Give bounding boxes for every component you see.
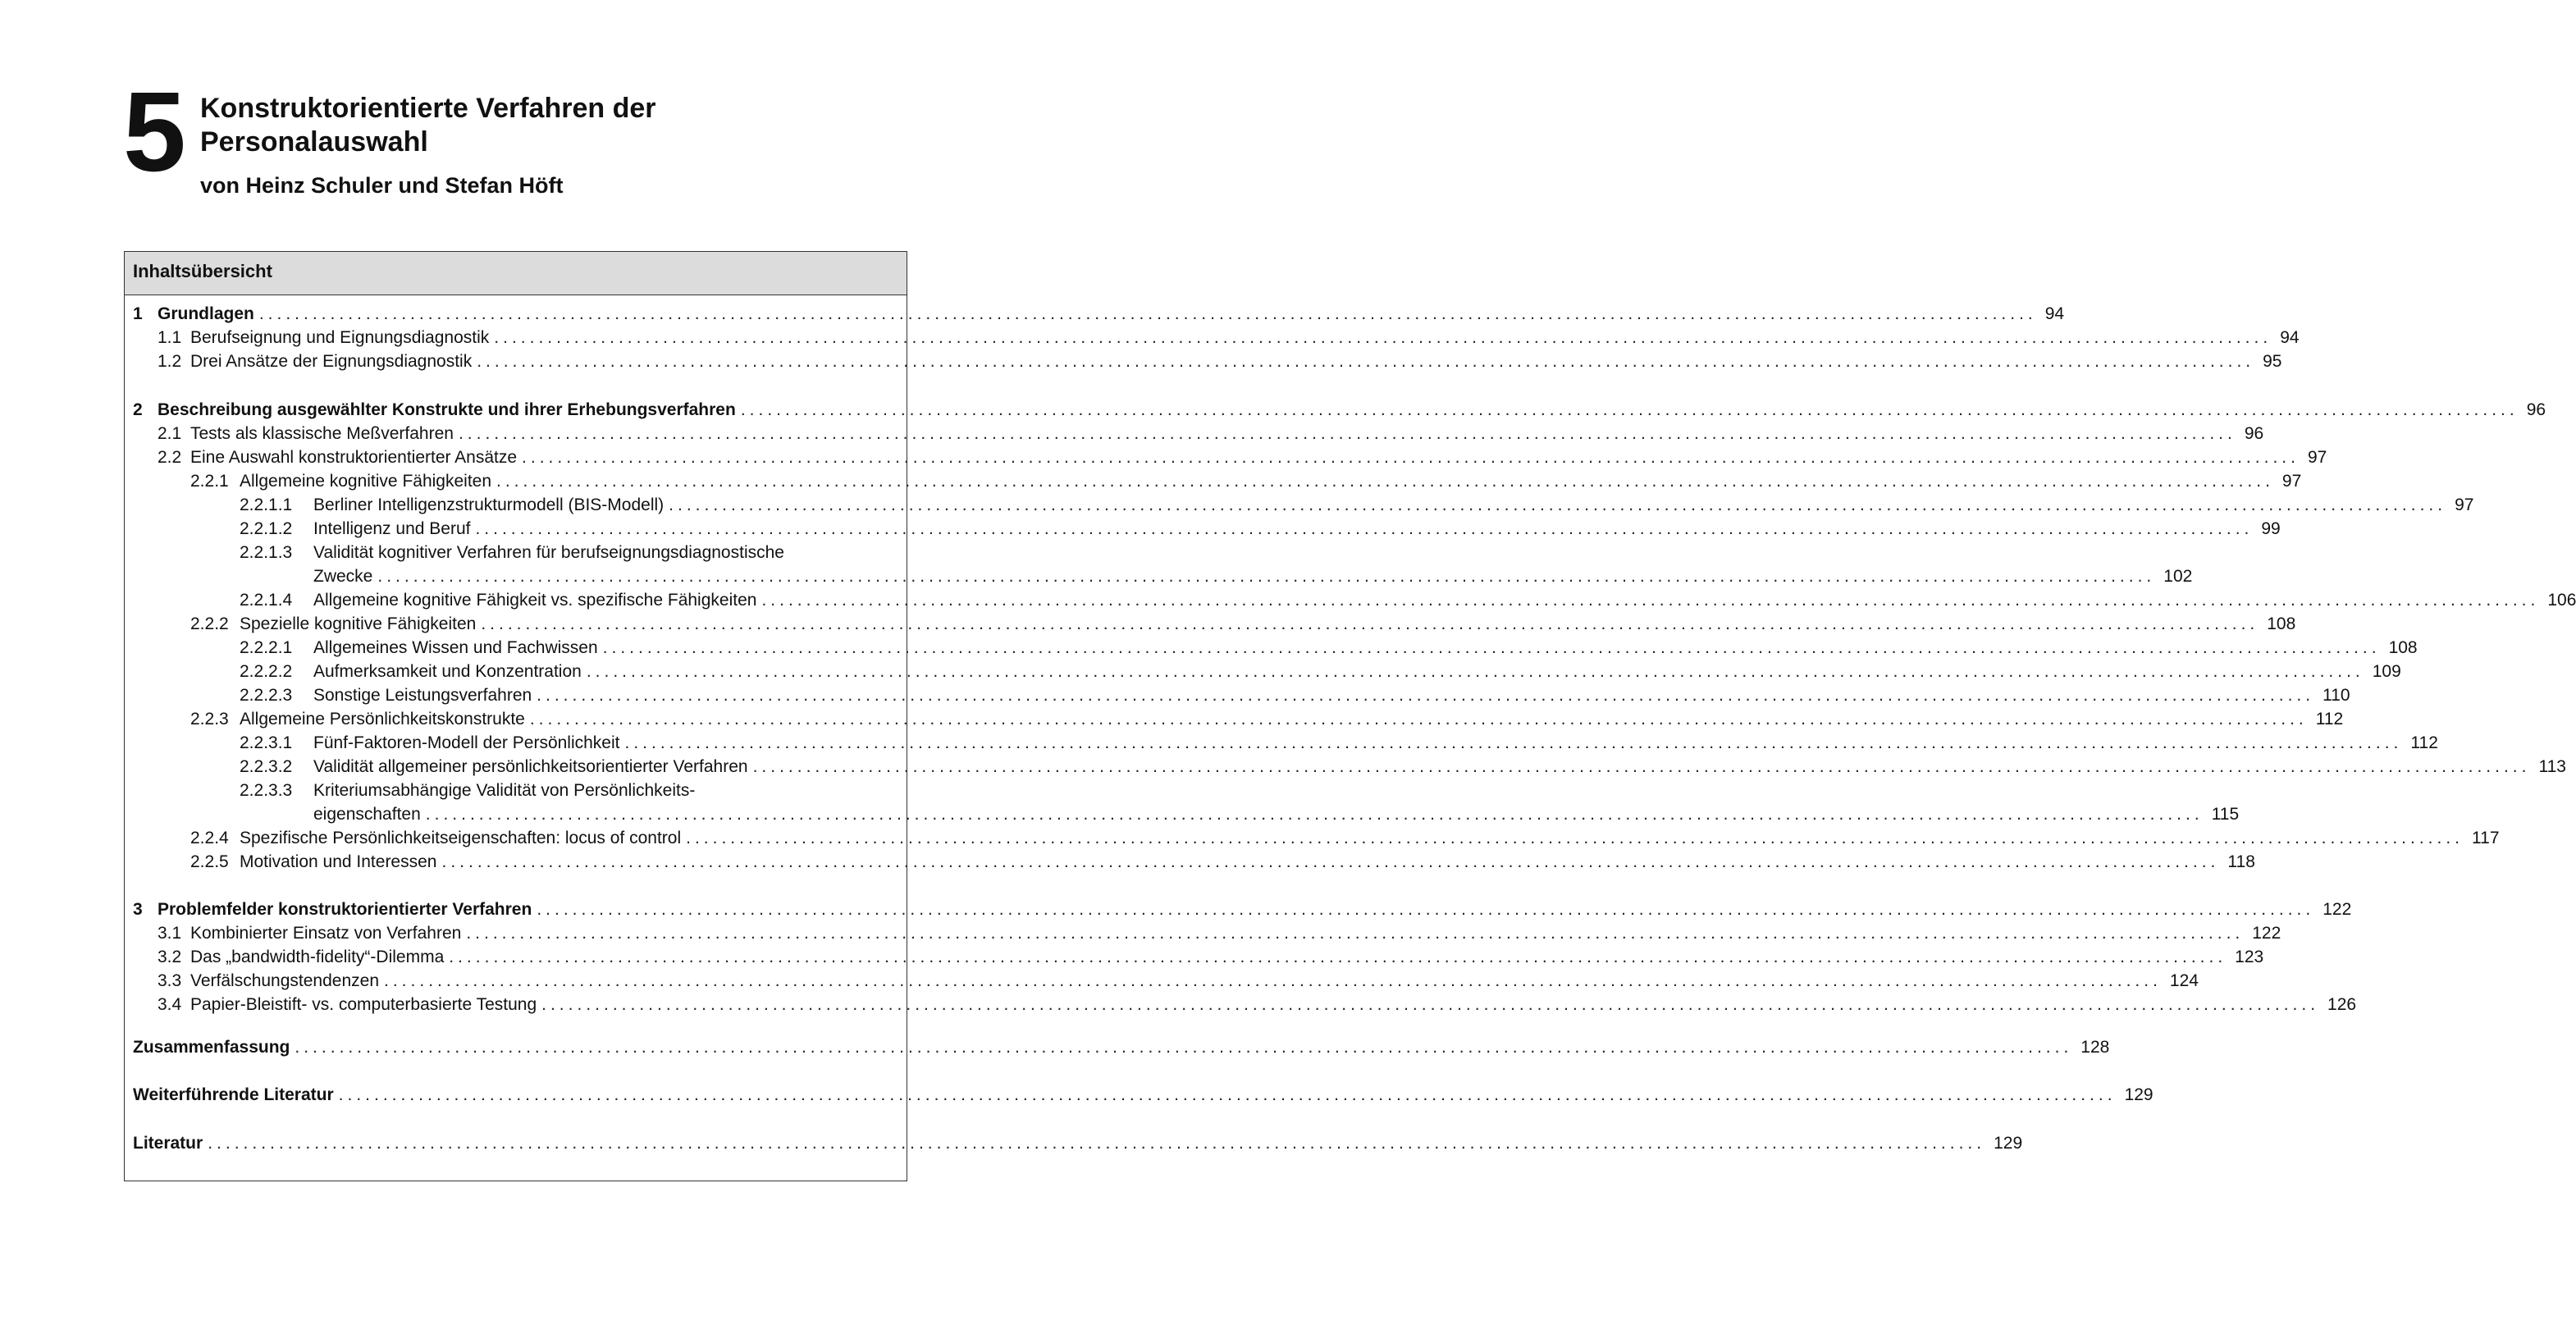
toc-entry-title: Aufmerksamkeit und Konzentration bbox=[313, 662, 582, 681]
toc-entry-title: Tests als klassische Meßverfahren bbox=[190, 424, 454, 443]
toc-entry-number: 2.2.3.1 bbox=[240, 733, 293, 752]
toc-entry-title: Validität allgemeiner persönlichkeitsorientierter Verfahren bbox=[313, 757, 748, 776]
toc-leader-dots: ........................................................................................................................................................................................................ bbox=[496, 472, 2274, 491]
toc-entry bbox=[190, 612, 2296, 636]
toc-leader-dots: ........................................................................................................................................................................................................ bbox=[425, 805, 2204, 824]
toc-entry-number: 2.2.2.1 bbox=[240, 638, 293, 657]
toc-entry-page: 113 bbox=[2538, 757, 2566, 776]
toc-leader-dots: ........................................................................................................................................................................................................ bbox=[377, 567, 2156, 586]
toc-entry-page: 106 bbox=[2547, 591, 2576, 610]
toc-leader-dots: ........................................................................................................................................................................................................ bbox=[441, 852, 2220, 871]
toc-leader-dots: ........................................................................................................................................................................................................ bbox=[494, 328, 2272, 347]
toc-leader-dots: ........................................................................................................................................................................................................ bbox=[481, 614, 2259, 633]
toc-entry-title: Berufseignung und Eignungsdiagnostik bbox=[190, 328, 490, 347]
toc-entry-number: 2.2.4 bbox=[190, 829, 229, 847]
toc-entry-page: 94 bbox=[2280, 328, 2300, 347]
toc-entry bbox=[240, 660, 2401, 683]
toc-entry bbox=[158, 326, 2300, 349]
toc-entry-title: Motivation und Interessen bbox=[240, 852, 437, 871]
toc-entry-title: Literatur bbox=[133, 1134, 203, 1153]
toc-entry-number: 2.2 bbox=[158, 448, 182, 467]
chapter-title-line-2: Personalauswahl bbox=[200, 126, 428, 158]
toc-entry bbox=[240, 779, 898, 802]
toc-entry-title: Kriteriumsabhängige Validität von Persönlichkeits- bbox=[313, 781, 696, 800]
toc-entry bbox=[190, 826, 2500, 850]
toc-entry-title: Sonstige Leistungsverfahren bbox=[313, 686, 532, 705]
toc-entry-page: 122 bbox=[2252, 924, 2281, 943]
toc-entry-number: 1.1 bbox=[158, 328, 182, 347]
toc-entry-title: Allgemeine kognitive Fähigkeit vs. spezifische Fähigkeiten bbox=[313, 591, 757, 610]
toc-entry-number: 3.1 bbox=[158, 924, 182, 943]
toc-entry-title: Kombinierter Einsatz von Verfahren bbox=[190, 924, 462, 943]
toc-entry-title: Grundlagen bbox=[158, 304, 254, 323]
toc-leader-dots: ........................................................................................................................................................................................................ bbox=[586, 662, 2364, 681]
toc-entry-title: Papier-Bleistift- vs. computerbasierte Testung bbox=[190, 995, 537, 1014]
toc-entry bbox=[240, 541, 898, 564]
toc-entry-number: 2.2.1.4 bbox=[240, 591, 293, 610]
toc-leader-dots: ........................................................................................................................................................................................................ bbox=[761, 591, 2540, 610]
toc-entry-number: 2.2.1 bbox=[190, 472, 229, 491]
toc-entry-page: 95 bbox=[2263, 352, 2282, 371]
toc-entry-continuation bbox=[313, 802, 2240, 826]
toc-entry-page: 94 bbox=[2044, 304, 2065, 323]
toc-entry-number: 1.2 bbox=[158, 352, 182, 371]
toc-entry-title: Allgemeine Persönlichkeitskonstrukte bbox=[240, 710, 525, 729]
table-of-contents bbox=[124, 251, 2576, 1181]
toc-leader-dots: ........................................................................................................................................................................................................ bbox=[475, 519, 2254, 538]
toc-entry-number: 2.2.1.2 bbox=[240, 519, 293, 538]
toc-leader-dots: ........................................................................................................................................................................................................ bbox=[477, 352, 2255, 371]
toc-leader-dots: ........................................................................................................................................................................................................ bbox=[522, 448, 2300, 467]
toc-leader-dots: ........................................................................................................................................................................................................ bbox=[208, 1134, 1986, 1153]
toc-entry-page: 118 bbox=[2227, 852, 2255, 871]
toc-entry-page: 110 bbox=[2323, 686, 2350, 705]
toc-entry bbox=[240, 493, 2474, 517]
toc-entry bbox=[190, 707, 2344, 731]
toc-entry-page: 122 bbox=[2323, 900, 2352, 919]
toc-leader-dots: ........................................................................................................................................................................................................ bbox=[537, 686, 2315, 705]
toc-entry-page: 129 bbox=[2124, 1085, 2154, 1104]
toc-entry-title: Allgemeine kognitive Fähigkeiten bbox=[240, 472, 492, 491]
toc-entry bbox=[158, 969, 2199, 993]
toc-entry-title: Drei Ansätze der Eignungsdiagnostik bbox=[190, 352, 473, 371]
toc-entry-number: 3.4 bbox=[158, 995, 182, 1014]
toc-entry bbox=[133, 398, 2546, 422]
toc-leader-dots: ........................................................................................................................................................................................................ bbox=[466, 924, 2245, 943]
toc-entry-page: 96 bbox=[2244, 424, 2264, 443]
toc-leader-dots: ........................................................................................................................................................................................................ bbox=[686, 829, 2464, 847]
toc-entry-page: 97 bbox=[2307, 448, 2327, 467]
toc-entry-number: 2.2.1.1 bbox=[240, 496, 293, 514]
toc-entry-number: 2.2.3 bbox=[190, 710, 229, 729]
toc-entry-title: Intelligenz und Beruf bbox=[313, 519, 471, 538]
toc-entry-page: 123 bbox=[2235, 948, 2264, 966]
toc-entry-number: 2.2.3.3 bbox=[240, 781, 293, 800]
toc-entry bbox=[240, 683, 2350, 707]
toc-entry bbox=[190, 850, 2255, 874]
toc-entry-page: 128 bbox=[2080, 1038, 2110, 1057]
toc-entry bbox=[158, 445, 2327, 469]
toc-leader-dots: ........................................................................................................................................................................................................ bbox=[384, 971, 2162, 990]
toc-entry-page: 99 bbox=[2261, 519, 2281, 538]
toc-entry-title: Eine Auswahl konstruktorientierter Ansätze bbox=[190, 448, 518, 467]
toc-entry-title: Verfälschungstendenzen bbox=[190, 971, 380, 990]
toc-entry-number: 2.2.2.3 bbox=[240, 686, 293, 705]
toc-heading: Inhaltsübersicht bbox=[125, 252, 907, 295]
toc-entry bbox=[133, 302, 2065, 326]
toc-entry-number: 2.2.3.2 bbox=[240, 757, 293, 776]
toc-leader-dots: ........................................................................................................................................................................................................ bbox=[338, 1085, 2117, 1104]
toc-entry bbox=[240, 636, 2418, 660]
toc-entry-number: 2.2.1.3 bbox=[240, 543, 293, 562]
toc-leader-dots: ........................................................................................................................................................................................................ bbox=[458, 424, 2236, 443]
toc-entry-number: 2.2.2 bbox=[190, 614, 229, 633]
toc-entry-page: 102 bbox=[2163, 567, 2193, 586]
toc-entry-page: 126 bbox=[2327, 995, 2357, 1014]
toc-entry-page: 115 bbox=[2211, 805, 2240, 824]
toc-entry-title: Zusammenfassung bbox=[133, 1038, 290, 1057]
toc-entry-title: Das „bandwidth-fidelity“-Dilemma bbox=[190, 948, 445, 966]
toc-entry bbox=[133, 1083, 2154, 1107]
toc-entry-title: Allgemeines Wissen und Fachwissen bbox=[313, 638, 598, 657]
toc-entry-title: Spezielle kognitive Fähigkeiten bbox=[240, 614, 477, 633]
toc-entry bbox=[190, 469, 2302, 493]
toc-entry-title: Fünf-Faktoren-Modell der Persönlichkeit bbox=[313, 733, 620, 752]
toc-entry-number: 2.1 bbox=[158, 424, 182, 443]
toc-entry-continuation bbox=[313, 564, 2193, 588]
toc-leader-dots: ........................................................................................................................................................................................................ bbox=[449, 948, 2227, 966]
toc-entry bbox=[240, 517, 2281, 541]
toc-leader-dots: ........................................................................................................................................................................................................ bbox=[537, 900, 2315, 919]
toc-leader-dots: ........................................................................................................................................................................................................ bbox=[541, 995, 2320, 1014]
toc-entry bbox=[240, 731, 2438, 755]
toc-entry-number: 2.2.5 bbox=[190, 852, 229, 871]
toc-entry bbox=[133, 1131, 2023, 1155]
toc-entry-page: 97 bbox=[2455, 496, 2474, 514]
toc-leader-dots: ........................................................................................................................................................................................................ bbox=[624, 733, 2403, 752]
toc-entry bbox=[158, 993, 2357, 1016]
chapter-title bbox=[200, 92, 655, 159]
toc-entry bbox=[158, 349, 2282, 373]
toc-entry-title: Spezifische Persönlichkeitseigenschaften: locus of control bbox=[240, 829, 682, 847]
toc-entry-title: Berliner Intelligenzstrukturmodell (BIS-Modell) bbox=[313, 496, 665, 514]
toc-entry-number: 3 bbox=[133, 900, 143, 919]
toc-entry bbox=[133, 1035, 2110, 1059]
toc-entry bbox=[158, 921, 2281, 945]
toc-entry bbox=[240, 755, 2566, 779]
chapter-authors: von Heinz Schuler und Stefan Höft bbox=[200, 173, 564, 198]
toc-entry-title: Validität kognitiver Verfahren für berufseignungsdiagnostische bbox=[313, 543, 784, 562]
toc-leader-dots: ........................................................................................................................................................................................................ bbox=[740, 400, 2519, 419]
chapter-title-line-1: Konstruktorientierte Verfahren der bbox=[200, 93, 656, 124]
toc-entry-page: 112 bbox=[2315, 710, 2344, 729]
toc-entry-number: 2 bbox=[133, 400, 143, 419]
toc-entry-page: 129 bbox=[1994, 1134, 2023, 1153]
toc-entry-title-continued: eigenschaften bbox=[313, 805, 421, 824]
toc-entry-title: Beschreibung ausgewählter Konstrukte und ihrer Erhebungsverfahren bbox=[158, 400, 736, 419]
toc-entry-number: 1 bbox=[133, 304, 143, 323]
toc-entry-number: 2.2.2.2 bbox=[240, 662, 293, 681]
chapter-number: 5 bbox=[123, 69, 185, 195]
toc-entry-page: 108 bbox=[2388, 638, 2418, 657]
toc-entry-page: 124 bbox=[2169, 971, 2199, 990]
toc-entry bbox=[133, 898, 2352, 921]
toc-entry-page: 97 bbox=[2281, 472, 2302, 491]
toc-entry-title: Weiterführende Literatur bbox=[133, 1085, 334, 1104]
toc-entry-page: 117 bbox=[2472, 829, 2500, 847]
toc-leader-dots: ........................................................................................................................................................................................................ bbox=[258, 304, 2037, 323]
toc-entry bbox=[158, 945, 2264, 969]
toc-leader-dots: ........................................................................................................................................................................................................ bbox=[602, 638, 2381, 657]
toc-leader-dots: ........................................................................................................................................................................................................ bbox=[529, 710, 2308, 729]
toc-entry bbox=[158, 422, 2264, 445]
toc-entry-number: 3.3 bbox=[158, 971, 182, 990]
toc-entry-title-continued: Zwecke bbox=[313, 567, 373, 586]
toc-entry-page: 96 bbox=[2526, 400, 2546, 419]
toc-leader-dots: ........................................................................................................................................................................................................ bbox=[295, 1038, 2073, 1057]
toc-entry-page: 108 bbox=[2267, 614, 2296, 633]
toc-entry bbox=[240, 588, 2576, 612]
toc-entry-page: 112 bbox=[2410, 733, 2438, 752]
toc-entry-number: 3.2 bbox=[158, 948, 182, 966]
toc-leader-dots: ........................................................................................................................................................................................................ bbox=[752, 757, 2531, 776]
toc-entry-title: Problemfelder konstruktorientierter Verfahren bbox=[158, 900, 532, 919]
toc-entry-page: 109 bbox=[2372, 662, 2401, 681]
toc-leader-dots: ........................................................................................................................................................................................................ bbox=[669, 496, 2447, 514]
